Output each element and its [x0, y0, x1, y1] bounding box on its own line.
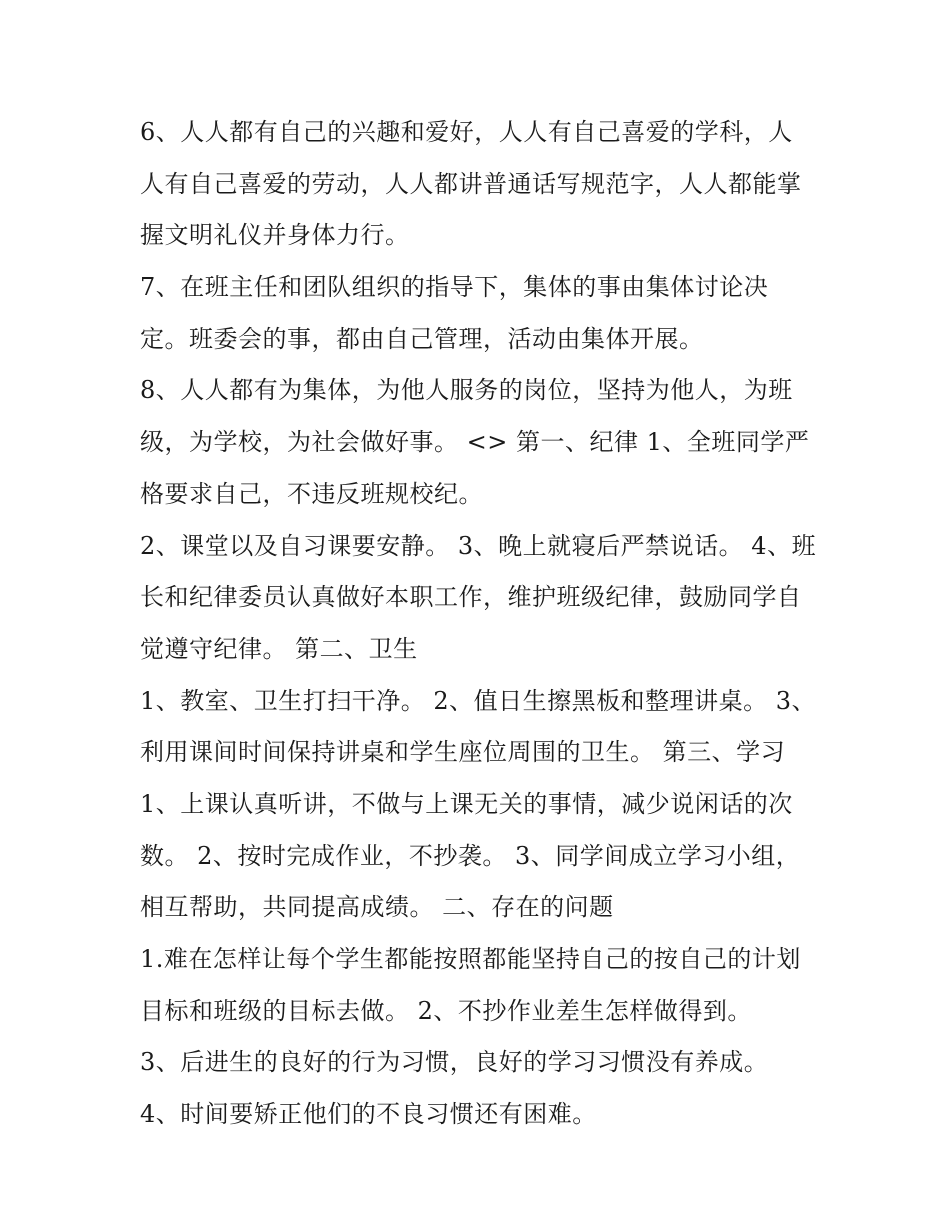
- paragraph-item-6: [140, 107, 820, 262]
- text-line: 2、课堂以及自习课要安静。 3、晚上就寝后严禁说话。 4、班: [140, 531, 817, 560]
- text-line: 相互帮助，共同提高成绩。 二、存在的问题: [140, 893, 614, 922]
- paragraph-item-7: [140, 262, 820, 365]
- paragraph-problem-1: [140, 934, 820, 1037]
- text-line: 长和纪律委员认真做好本职工作，维护班级纪律，鼓励同学自: [140, 583, 802, 612]
- text-line: 人有自己喜爱的劳动，人人都讲普通话写规范字，人人都能掌: [140, 169, 802, 198]
- paragraph-discipline: [140, 521, 820, 676]
- text-line: 握文明礼仪并身体力行。: [140, 221, 410, 250]
- text-line: 数。 2、按时完成作业，不抄袭。 3、同学间成立学习小组，: [140, 841, 801, 870]
- text-line: 目标和班级的目标去做。 2、不抄作业差生怎样做得到。: [140, 996, 752, 1025]
- text-line: 7、在班主任和团队组织的指导下，集体的事由集体讨论决: [140, 273, 769, 302]
- text-line: 利用课间时间保持讲桌和学生座位周围的卫生。 第三、学习: [140, 738, 786, 767]
- text-line: 6、人人都有自己的兴趣和爱好，人人有自己喜爱的学科，人: [140, 118, 793, 146]
- text-line: 1.难在怎样让每个学生都能按照都能坚持自己的按自己的计划: [140, 945, 801, 973]
- text-line: 8、人人都有为集体，为他人服务的岗位，坚持为他人，为班: [140, 376, 793, 405]
- text-line: 4、时间要矫正他们的不良习惯还有困难。: [140, 1100, 597, 1129]
- text-line: 格要求自己，不违反班规校纪。: [140, 479, 483, 508]
- text-line: 级，为学校，为社会做好事。 <> 第一、纪律 1、全班同学严: [140, 428, 810, 457]
- text-line: 定。班委会的事，都由自己管理，活动由集体开展。: [140, 324, 704, 353]
- paragraph-item-8: [140, 365, 820, 520]
- text-line: 1、上课认真听讲，不做与上课无关的事情，减少说闲话的次: [140, 789, 793, 818]
- text-line: 3、后进生的良好的行为习惯，良好的学习习惯没有养成。: [140, 1048, 769, 1077]
- text-line: 1、教室、卫生打扫干净。 2、值日生擦黑板和整理讲桌。 3、: [140, 686, 817, 715]
- document-body: [140, 107, 820, 1141]
- paragraph-problem-4: [140, 1089, 820, 1141]
- paragraph-study: [140, 779, 820, 934]
- text-line: 觉遵守纪律。 第二、卫生: [140, 634, 418, 663]
- paragraph-hygiene: [140, 676, 820, 779]
- paragraph-problem-3: [140, 1037, 820, 1089]
